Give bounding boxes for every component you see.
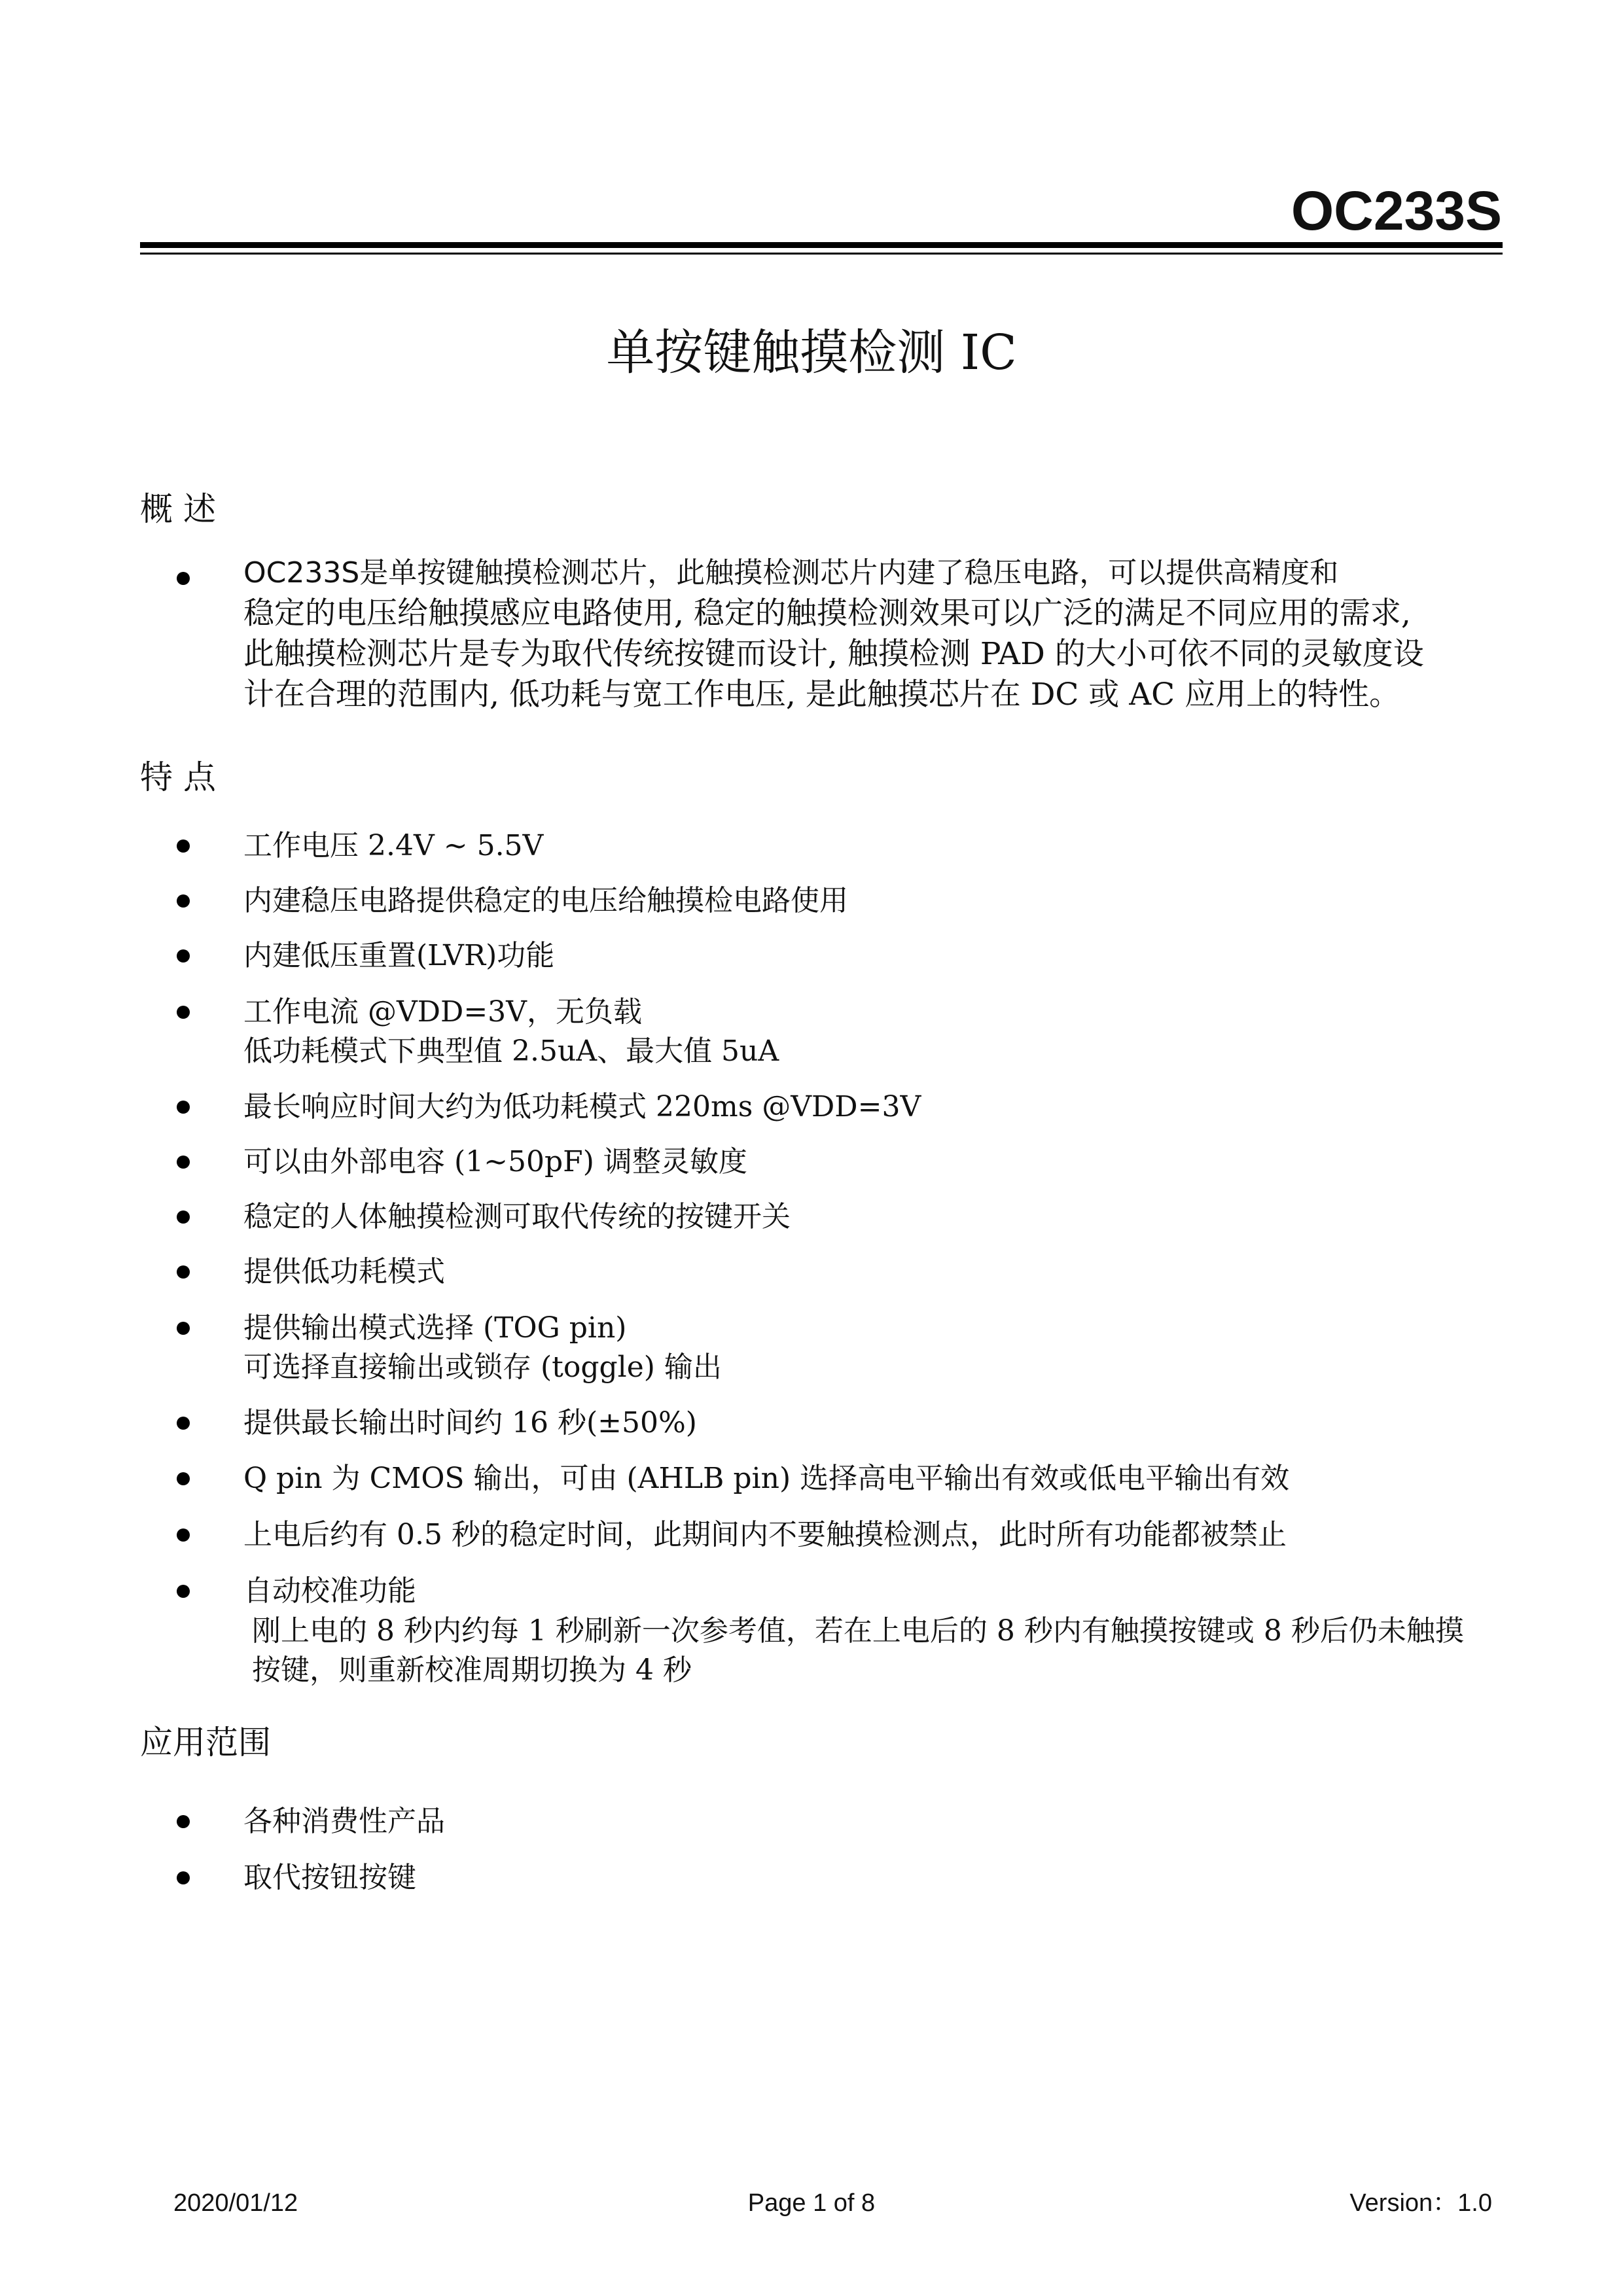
overview-line: 稳定的电压给触摸感应电路使用, 稳定的触摸检测效果可以广泛的满足不同应用的需求, bbox=[243, 595, 1411, 631]
bullet-icon bbox=[177, 1871, 190, 1884]
footer-version: Version：1.0 bbox=[1349, 2189, 1492, 2217]
feature-item: 内建低压重置(LVR)功能 bbox=[243, 939, 555, 972]
feature-item: 提供输出模式选择 (TOG pin) bbox=[243, 1311, 627, 1345]
application-item: 取代按钮按键 bbox=[243, 1861, 416, 1894]
overview-paragraph bbox=[243, 553, 1507, 715]
bullet-icon bbox=[177, 1528, 190, 1542]
footer-page-number: Page 1 of 8 bbox=[747, 2189, 876, 2217]
bullet-icon bbox=[177, 839, 190, 853]
bullet-icon bbox=[177, 894, 190, 908]
bullet-icon bbox=[177, 1006, 190, 1019]
feature-item: 内建稳压电路提供稳定的电压给触摸检电路使用 bbox=[243, 884, 848, 917]
bullet-icon bbox=[177, 1472, 190, 1485]
overview-line: 计在合理的范围内, 低功耗与宽工作电压, 是此触摸芯片在 DC 或 AC 应用上的特性。 bbox=[243, 677, 1400, 713]
overview-line: OC233S是单按键触摸检测芯片，此触摸检测芯片内建了稳压电路，可以提供高精度和 bbox=[243, 556, 1339, 590]
bullet-icon bbox=[177, 1265, 190, 1279]
feature-item: 工作电流 @VDD=3V，无负载 bbox=[243, 995, 642, 1029]
overview-line: 此触摸检测芯片是专为取代传统按键而设计, 触摸检测 PAD 的大小可依不同的灵敏度设 bbox=[243, 636, 1424, 672]
bullet-icon bbox=[177, 1101, 190, 1114]
bullet-icon bbox=[177, 1585, 190, 1598]
document-title: 单按键触摸检测 IC bbox=[606, 325, 1017, 381]
bullet-icon bbox=[177, 1322, 190, 1335]
bullet-icon bbox=[177, 1815, 190, 1828]
bullet-icon bbox=[177, 1417, 190, 1430]
header-rule bbox=[140, 242, 1503, 248]
footer-date: 2020/01/12 bbox=[173, 2189, 298, 2217]
feature-item: 自动校准功能 bbox=[243, 1574, 416, 1608]
feature-item: 提供低功耗模式 bbox=[243, 1255, 445, 1288]
feature-item: 最长响应时间大约为低功耗模式 220ms @VDD=3V bbox=[243, 1090, 921, 1123]
feature-item: 可以由外部电容 (1~50pF) 调整灵敏度 bbox=[243, 1145, 747, 1178]
feature-item-detail: 低功耗模式下典型值 2.5uA、最大值 5uA bbox=[243, 1034, 779, 1068]
bullet-icon bbox=[177, 1156, 190, 1169]
section-heading-applications: 应用范围 bbox=[140, 1723, 271, 1761]
feature-item: 提供最长输出时间约 16 秒(±50%) bbox=[243, 1406, 697, 1439]
feature-item-detail: 按键，则重新校准周期切换为 4 秒 bbox=[252, 1653, 692, 1687]
section-heading-overview: 概述 bbox=[140, 490, 226, 528]
bullet-icon bbox=[177, 1210, 190, 1224]
header-rule-thin bbox=[140, 253, 1503, 255]
section-heading-features: 特点 bbox=[140, 758, 226, 796]
bullet-icon bbox=[177, 949, 190, 963]
bullet-icon bbox=[177, 572, 190, 585]
feature-item: Q pin 为 CMOS 输出，可由 (AHLB pin) 选择高电平输出有效或低电平输出有效 bbox=[243, 1462, 1290, 1495]
feature-item: 工作电压 2.4V ~ 5.5V bbox=[243, 829, 544, 862]
feature-item: 稳定的人体触摸检测可取代传统的按键开关 bbox=[243, 1200, 791, 1233]
feature-item-detail: 可选择直接输出或锁存 (toggle) 输出 bbox=[243, 1351, 722, 1384]
feature-item-detail: 刚上电的 8 秒内约每 1 秒刷新一次参考值，若在上电后的 8 秒内有触摸按键或 8 秒后仍未触摸 bbox=[252, 1614, 1464, 1648]
application-item: 各种消费性产品 bbox=[243, 1805, 445, 1838]
feature-item: 上电后约有 0.5 秒的稳定时间，此期间内不要触摸检测点，此时所有功能都被禁止 bbox=[243, 1518, 1287, 1551]
part-number: OC233S bbox=[1291, 180, 1502, 241]
